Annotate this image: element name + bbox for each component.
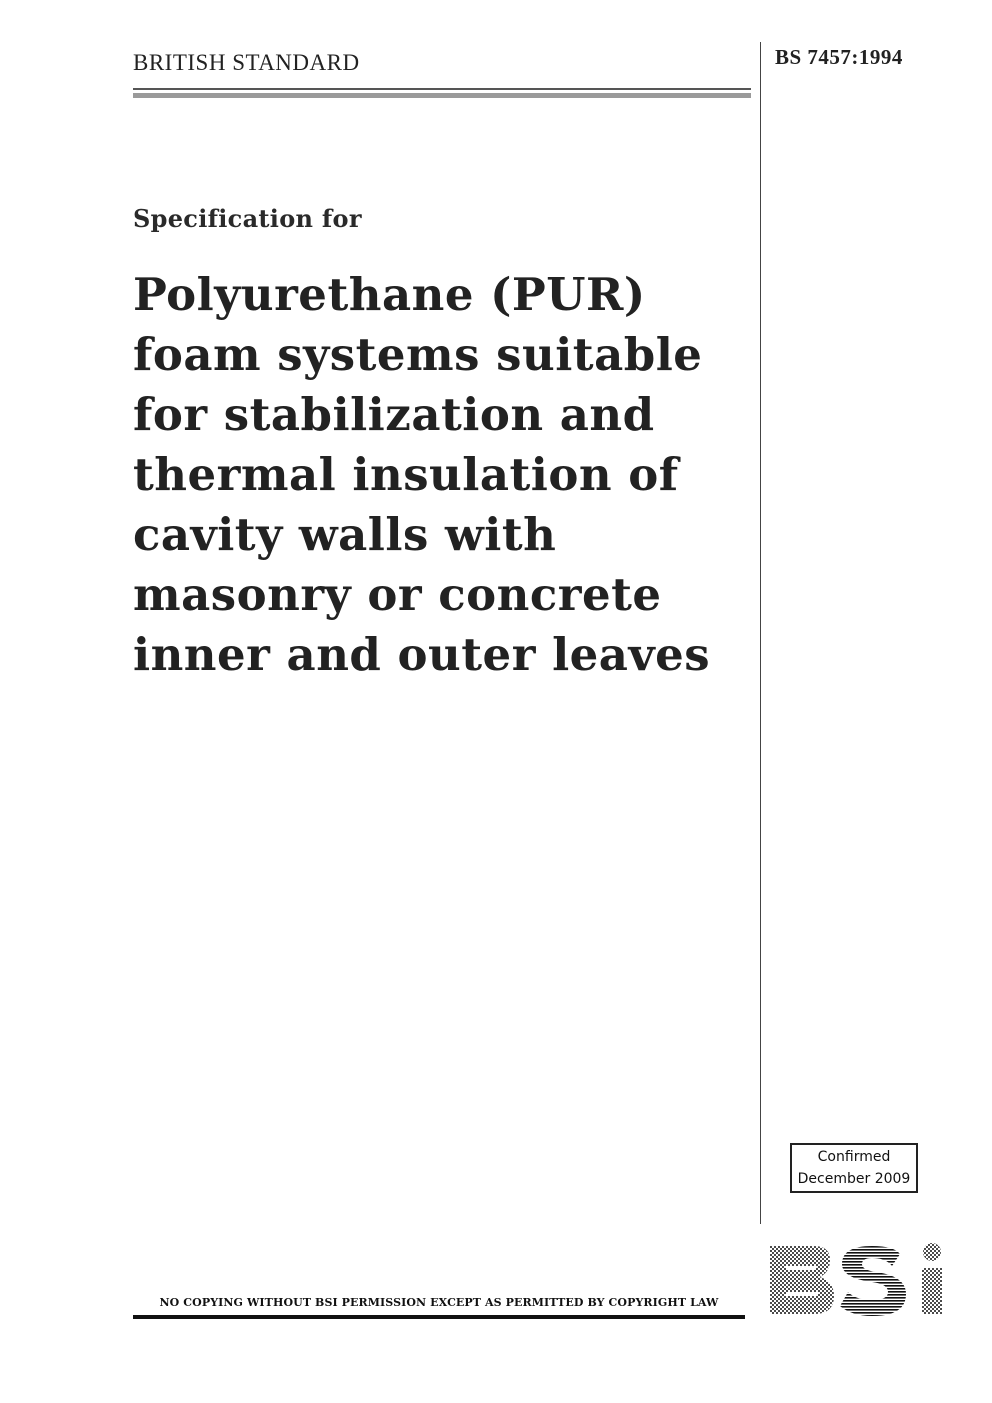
footer-rule — [133, 1315, 745, 1319]
title-line: foam systems suitable — [133, 328, 703, 381]
confirmed-stamp — [790, 1143, 918, 1193]
confirmed-label: Confirmed — [817, 1149, 891, 1165]
title-line: cavity walls with — [133, 508, 557, 561]
header-rule-thin — [133, 88, 751, 90]
title-line: Polyurethane (PUR) — [133, 268, 646, 321]
standard-number: BS 7457:1994 — [775, 45, 903, 69]
bsi-letter-s — [840, 1246, 906, 1316]
bsi-letter-b — [770, 1246, 834, 1314]
title-line: masonry or concrete — [133, 568, 662, 621]
title-line: thermal insulation of — [133, 448, 679, 501]
bsi-logo-icon — [768, 1240, 946, 1322]
document-category: BRITISH STANDARD — [133, 50, 360, 75]
document-title — [133, 265, 753, 685]
bsi-letter-i — [922, 1243, 942, 1314]
title-line: inner and outer leaves — [133, 628, 711, 681]
confirmed-date: December 2009 — [797, 1171, 911, 1187]
vertical-divider — [760, 42, 761, 1224]
title-line: for stabilization and — [133, 388, 655, 441]
header-rule-thick — [133, 93, 751, 98]
copyright-notice: NO COPYING WITHOUT BSI PERMISSION EXCEPT AS PERMITTED BY COPYRIGHT LAW — [159, 1296, 719, 1309]
document-subtitle: Specification for — [133, 204, 362, 233]
